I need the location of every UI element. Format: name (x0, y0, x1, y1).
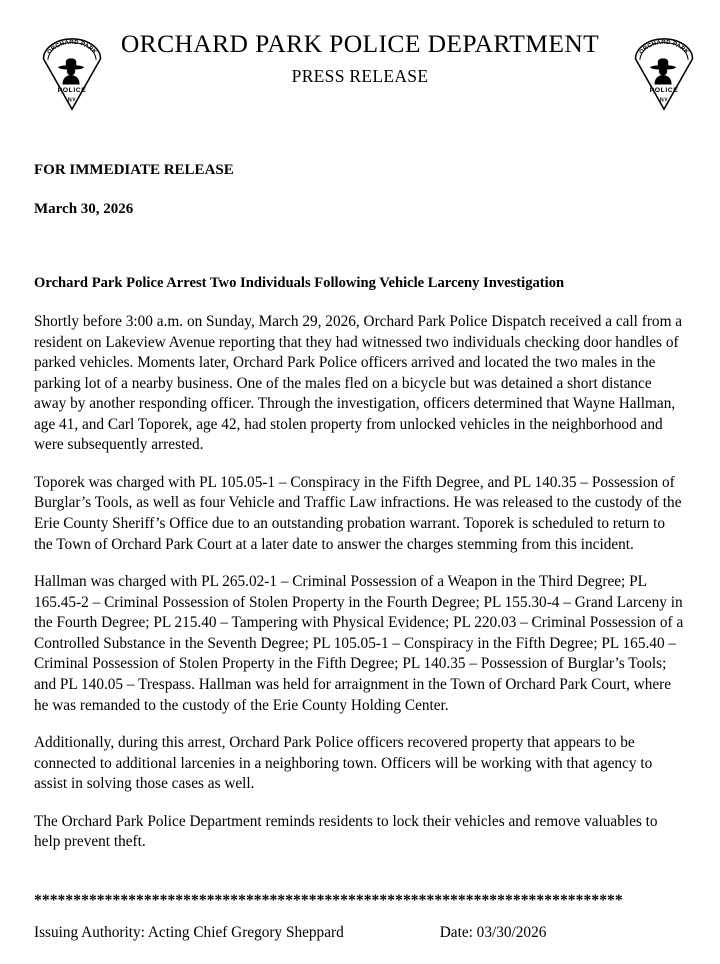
svg-text:NY: NY (659, 97, 669, 104)
release-status-label: FOR IMMEDIATE RELEASE (34, 162, 234, 178)
document-footer (34, 893, 694, 942)
svg-text:ORCHARD PARK: ORCHARD PARK (638, 39, 690, 56)
release-date: March 30, 2026 (34, 201, 134, 217)
svg-text:NY: NY (67, 97, 77, 104)
headline: Orchard Park Police Arrest Two Individuals Following Vehicle Larceny Investigation (34, 275, 565, 291)
svg-text:POLICE: POLICE (649, 87, 679, 95)
asterisk-divider: *************************************************************************** (34, 893, 623, 909)
footer-signature-row (34, 924, 694, 942)
svg-text:ORCHARD PARK: ORCHARD PARK (46, 39, 98, 56)
header-title-block (0, 30, 720, 87)
svg-text:POLICE: POLICE (57, 87, 87, 95)
police-patch-icon-left (38, 36, 106, 112)
document-header (0, 0, 720, 120)
footer-date: Date: 03/30/2026 (439, 924, 547, 941)
body-paragraph: Shortly before 3:00 a.m. on Sunday, March 29, 2026, Orchard Park Police Dispatch received a call from a resident on Lakeview Avenue reporting that they had witnessed two individuals checking door handles of parked vehicles. Moments later, Orchard Park Police officers arrived and located the two males in the parking lot of a nearby business. One of the males fled on a bicycle but was detained a short distance away by another responding officer. Through the investigation, officers determined that Wayne Hallman, age 41, and Carl Toporek, age 42, had stolen property from unlocked vehicles in the neighborhood and were subsequently arrested. (34, 312, 683, 454)
police-patch-icon-right (630, 36, 698, 112)
issuing-authority: Issuing Authority: Acting Chief Gregory Sheppard (34, 924, 344, 941)
body-paragraph: Hallman was charged with PL 265.02-1 – Criminal Possession of a Weapon in the Third Degree; PL 165.45-2 – Criminal Possession of Stolen Property in the Fourth Degree; PL 155.30-4 – Grand Larceny in the Fourth Degree; PL 215.40 – Tampering with Physical Evidence; PL 220.03 – Criminal Possession of a Controlled Substance in the Seventh Degree; PL 105.05-1 – Conspiracy in the Fifth Degree; PL 165.40 – Criminal Possession of Stolen Property in the Fifth Degree; PL 140.35 – Possession of Burglar’s Tools; and PL 140.05 – Trespass. Hallman was held for arraignment in the Town of Orchard Park Court, where he was remanded to the custody of the Erie County Holding Center. (34, 573, 684, 714)
header-subtitle: PRESS RELEASE (291, 66, 429, 87)
page-title: ORCHARD PARK POLICE DEPARTMENT (120, 29, 600, 58)
body-paragraph: Toporek was charged with PL 105.05-1 – Conspiracy in the Fifth Degree, and PL 140.35 – Possession of Burglar’s Tools, as well as four Vehicle and Traffic Law infractions. He was released to the custody of the Erie County Sheriff’s Office due to an outstanding probation warrant. Toporek is scheduled to return to the Town of Orchard Park Court at a later date to answer the charges stemming from this incident. (34, 473, 682, 553)
document-body (0, 162, 720, 853)
body-paragraph: Additionally, during this arrest, Orchard Park Police officers recovered property that appears to be connected to additional larcenies in a neighboring town. Officers will be working with that agency to assist in solving those cases as well. (34, 734, 653, 793)
body-paragraph: The Orchard Park Police Department reminds residents to lock their vehicles and remove valuables to help prevent theft. (34, 812, 658, 851)
